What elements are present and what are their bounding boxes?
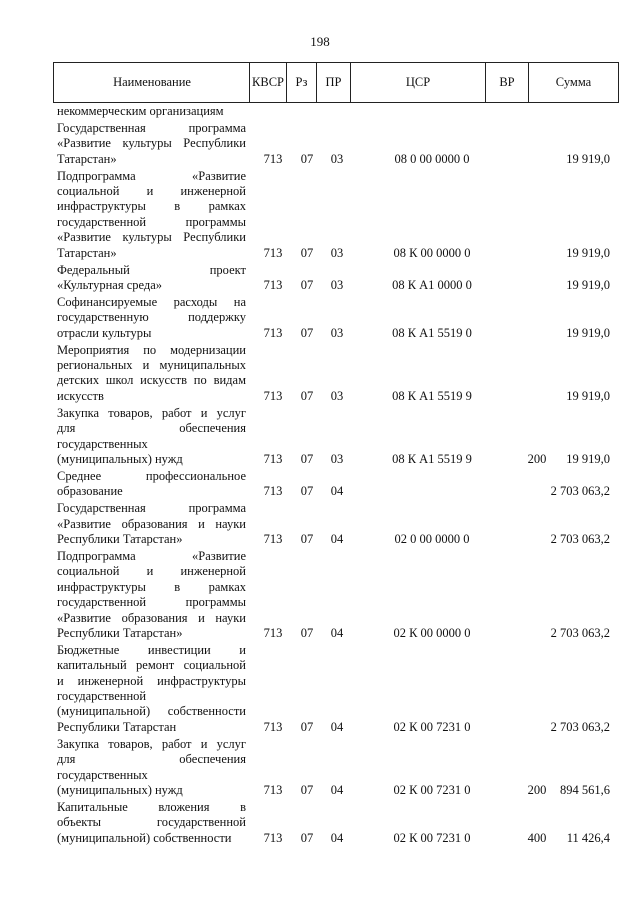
row-name-line: некоммерческим организациям [57, 104, 224, 118]
cell-kvsr: 713 [263, 388, 283, 403]
row-name [57, 169, 246, 261]
cell-pr: 04 [330, 830, 344, 845]
row-name-line: и инженерной инфраструктуры [57, 673, 246, 688]
cell-kvsr: 713 [263, 245, 283, 260]
cell-rz: 07 [300, 277, 314, 292]
cell-csr: 08 К А1 5519 9 [392, 451, 472, 466]
table-row [57, 549, 617, 641]
row-name-line: Федеральный проект [57, 262, 246, 277]
cell-rz: 07 [300, 625, 314, 640]
row-name-line: Мероприятия по модернизации [57, 342, 246, 357]
cell-csr: 02 К 00 7231 0 [393, 782, 471, 797]
cell-csr: 02 К 00 7231 0 [393, 830, 471, 845]
row-name-line: государственных [57, 436, 148, 451]
cell-kvsr: 713 [263, 625, 283, 640]
cell-kvsr: 713 [263, 531, 283, 546]
cell-sum: 11 426,4 [566, 830, 610, 845]
cell-pr: 03 [330, 388, 344, 403]
row-name-line: Республики Татарстан» [57, 531, 183, 546]
table-body [57, 104, 617, 846]
cell-csr: 02 К 00 7231 0 [393, 719, 471, 734]
row-name [57, 104, 246, 119]
table-row [57, 104, 617, 119]
row-name-line: государственной программы [57, 214, 246, 229]
cell-rz: 07 [300, 151, 314, 166]
row-name-line: отрасли культуры [57, 325, 152, 340]
cell-kvsr: 713 [263, 325, 283, 340]
row-name-line: капитальный ремонт социальной [57, 658, 246, 673]
row-name-line: (муниципальных) нужд [57, 451, 183, 466]
cell-kvsr: 713 [263, 719, 283, 734]
cell-rz: 07 [300, 388, 314, 403]
table-header [53, 62, 618, 103]
table-row [57, 169, 617, 261]
row-name [57, 549, 246, 641]
row-name [57, 343, 246, 405]
row-name [57, 643, 246, 735]
row-name-line: Республики Татарстан [57, 719, 177, 734]
row-name-line: Капитальные вложения в [57, 799, 246, 814]
cell-pr: 04 [330, 625, 344, 640]
row-name-line: региональных и муниципальных [57, 358, 246, 372]
cell-sum: 2 703 063,2 [550, 484, 610, 499]
cell-sum: 19 919,0 [566, 388, 610, 403]
table-row [57, 295, 617, 341]
cell-sum: 19 919,0 [566, 451, 610, 466]
cell-rz: 07 [300, 451, 314, 466]
header-pr: ПР [316, 62, 350, 103]
row-name-line: детских школ искусств по видам [57, 373, 246, 388]
cell-pr: 03 [330, 451, 344, 466]
row-name [57, 800, 246, 846]
row-name [57, 469, 246, 500]
cell-vr: 200 [527, 782, 547, 797]
cell-rz: 07 [300, 782, 314, 797]
cell-sum: 2 703 063,2 [550, 531, 610, 546]
row-name-line: «Развитие культуры Республики [57, 230, 246, 245]
row-name-line: объекты государственной [57, 815, 246, 830]
row-name-line: инфраструктуры в рамках [57, 579, 246, 594]
row-name-line: Государственная программа [57, 501, 246, 516]
cell-rz: 07 [300, 531, 314, 546]
row-name-line: Среднее профессиональное [57, 468, 246, 483]
row-name-line: Софинансируемые расходы на [57, 294, 246, 309]
cell-pr: 04 [330, 531, 344, 546]
header-rz: Рз [286, 62, 316, 103]
cell-kvsr: 713 [263, 151, 283, 166]
cell-sum: 2 703 063,2 [550, 719, 610, 734]
cell-pr: 03 [330, 277, 344, 292]
row-name-line: инфраструктуры в рамках [57, 199, 246, 214]
row-name-line: государственной [57, 689, 147, 704]
row-name [57, 737, 246, 799]
table-row [57, 343, 617, 405]
header-vr: ВР [485, 62, 528, 103]
row-name-line: «Развитие образования и науки [57, 610, 246, 625]
row-name [57, 263, 246, 294]
header-name: Наименование [53, 62, 250, 103]
header-sum: Сумма [528, 62, 619, 103]
row-name [57, 121, 246, 167]
row-name-line: Подпрограмма «Развитие [57, 168, 246, 183]
row-name-line: для обеспечения [57, 421, 246, 436]
row-name-line: для обеспечения [57, 752, 246, 767]
row-name-line: искусств [57, 388, 104, 403]
row-name-line: образование [57, 484, 123, 499]
cell-sum: 894 561,6 [560, 782, 610, 797]
row-name-line: Татарстан» [57, 151, 117, 166]
row-name-line: (муниципальной) собственности [57, 830, 232, 845]
cell-rz: 07 [300, 325, 314, 340]
cell-vr: 200 [527, 451, 547, 466]
cell-rz: 07 [300, 719, 314, 734]
table-row [57, 737, 617, 799]
cell-csr: 02 0 00 0000 0 [394, 531, 470, 546]
row-name-line: Подпрограмма «Развитие [57, 548, 246, 563]
row-name-line: социальной и инженерной [57, 184, 246, 199]
header-csr: ЦСР [350, 62, 485, 103]
cell-pr: 03 [330, 151, 344, 166]
row-name-line: (муниципальных) нужд [57, 782, 183, 797]
cell-rz: 07 [300, 484, 314, 499]
table-row [57, 501, 617, 547]
row-name-line: Бюджетные инвестиции и [57, 642, 246, 657]
cell-csr: 08 К 00 0000 0 [393, 245, 471, 260]
row-name-line: Закупка товаров, работ и услуг [57, 405, 246, 420]
row-name-line: «Развитие образования и науки [57, 516, 246, 531]
row-name [57, 501, 246, 547]
row-name-line: государственной программы [57, 595, 246, 610]
table-row [57, 263, 617, 294]
row-name-line: государственных [57, 767, 148, 782]
row-name-line: социальной и инженерной [57, 564, 246, 579]
table-row [57, 406, 617, 468]
cell-sum: 19 919,0 [566, 325, 610, 340]
row-name-line: «Культурная среда» [57, 277, 163, 292]
row-name-line: «Развитие культуры Республики [57, 136, 246, 151]
row-name [57, 406, 246, 468]
row-name [57, 295, 246, 341]
cell-csr: 08 К А1 0000 0 [392, 277, 472, 292]
table-row [57, 800, 617, 846]
row-name-line: государственную поддержку [57, 310, 246, 325]
row-name-line: Государственная программа [57, 120, 246, 135]
cell-csr: 02 К 00 0000 0 [393, 625, 471, 640]
cell-kvsr: 713 [263, 484, 283, 499]
row-name-line: (муниципальной) собственности [57, 704, 246, 719]
table-row [57, 643, 617, 735]
cell-pr: 03 [330, 245, 344, 260]
cell-sum: 19 919,0 [566, 151, 610, 166]
cell-vr: 400 [527, 830, 547, 845]
row-name-line: Татарстан» [57, 245, 117, 260]
cell-rz: 07 [300, 245, 314, 260]
cell-pr: 04 [330, 484, 344, 499]
cell-rz: 07 [300, 830, 314, 845]
cell-csr: 08 0 00 0000 0 [394, 151, 470, 166]
row-name-line: Республики Татарстан» [57, 625, 183, 640]
cell-kvsr: 713 [263, 451, 283, 466]
cell-sum: 19 919,0 [566, 277, 610, 292]
cell-pr: 03 [330, 325, 344, 340]
cell-pr: 04 [330, 782, 344, 797]
cell-csr: 08 К А1 5519 9 [392, 388, 472, 403]
cell-kvsr: 713 [263, 277, 283, 292]
header-kvsr: КВСР [249, 62, 286, 103]
table-row [57, 469, 617, 500]
cell-sum: 2 703 063,2 [550, 625, 610, 640]
row-name-line: Закупка товаров, работ и услуг [57, 736, 246, 751]
table-row [57, 121, 617, 167]
cell-kvsr: 713 [263, 830, 283, 845]
page-number: 198 [310, 34, 330, 49]
cell-kvsr: 713 [263, 782, 283, 797]
cell-pr: 04 [330, 719, 344, 734]
cell-sum: 19 919,0 [566, 245, 610, 260]
cell-csr: 08 К А1 5519 0 [392, 325, 472, 340]
